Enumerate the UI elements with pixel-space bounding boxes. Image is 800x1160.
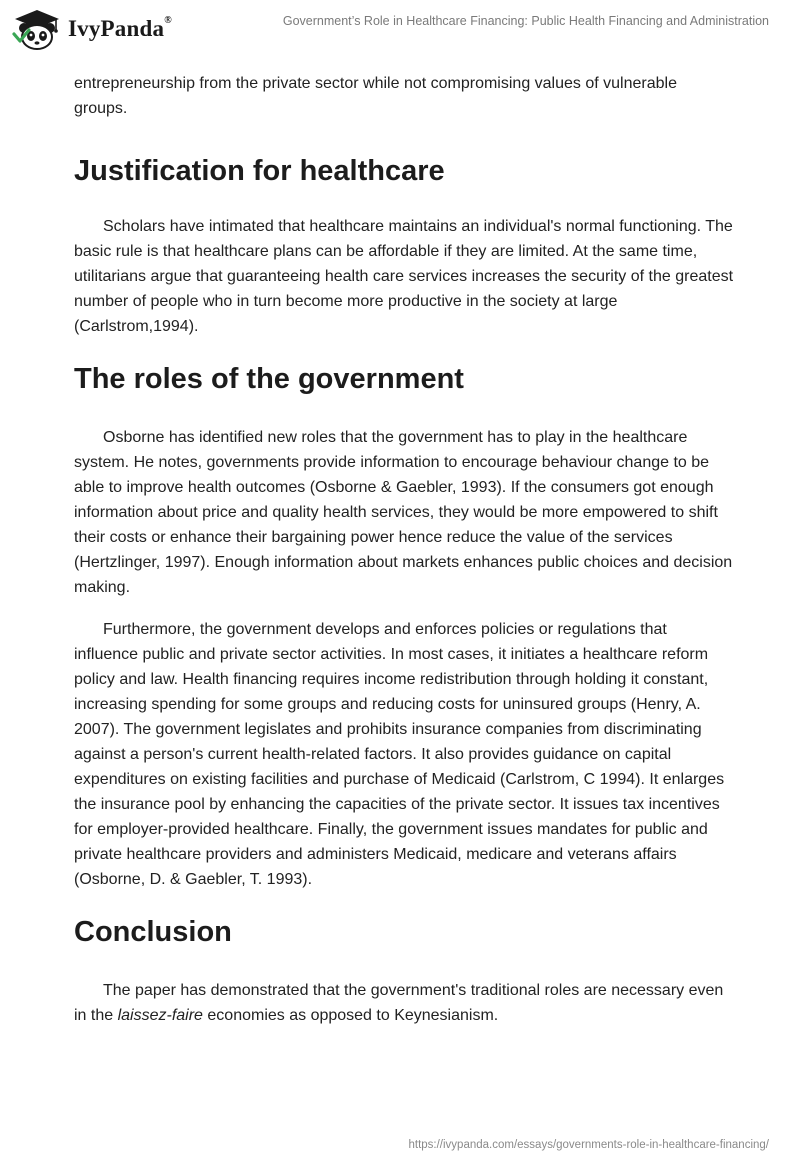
panda-graduate-icon <box>12 8 62 50</box>
registered-mark: ® <box>164 15 172 27</box>
intro-continuation-paragraph: entrepreneurship from the private sector while not compromising values of vulnerable groups. <box>74 75 677 117</box>
italic-term: laissez-faire <box>117 1007 203 1024</box>
brand-name: IvyPanda® <box>68 15 172 41</box>
government-roles-paragraph-1: Osborne has identified new roles that the government has to play in the healthcare system. He notes, governments provide information to encourage behaviour change to be able to improve health outcomes (Osborne & Gaebler, 1993). If the consumers got enough information about price and quality health services, they would be more empowered to shift their costs or enhance their bargaining power hence reduce the value of the services (Hertzlinger, 1997). Enough information about markets enhances public choices and decision making. <box>74 429 733 596</box>
heading-conclusion: Conclusion <box>74 916 232 948</box>
heading-government-roles: The roles of the government <box>74 363 464 395</box>
conclusion-paragraph: The paper has demonstrated that the government's traditional roles are necessary even in the laissez-faire economies as opposed to Keynesianism. <box>74 982 724 1024</box>
ivypanda-logo[interactable] <box>12 8 172 50</box>
justification-paragraph: Scholars have intimated that healthcare maintains an individual's normal functioning. The basic rule is that healthcare plans can be affordable if they are limited. At the same time, utilitarians argue that guaranteeing health care services increases the security of the greatest number of people who in turn become more productive in the society at large (Carlstrom,1994). <box>74 218 734 335</box>
document-title: Government’s Role in Healthcare Financing: Public Health Financing and Administration <box>282 14 769 28</box>
heading-justification: Justification for healthcare <box>74 155 445 187</box>
government-roles-paragraph-2: Furthermore, the government develops and enforces policies or regulations that influence public and private sector activities. In most cases, it initiates a healthcare reform policy and law. Health financing requires income redistribution through holding it constant, increasing spending for some groups and reducing costs for uninsured groups (Henry, A. 2007). The government legislates and prohibits insurance companies from discriminating against a person's current health-related factors. It also provides guidance on capital expenditures on existing facilities and purchase of Medicaid (Carlstrom, C 1994). It enlarges the insurance pool by enhancing the capacities of the private sector. It issues tax incentives for employer-provided healthcare. Finally, the government issues mandates for public and private healthcare providers and administers Medicaid, medicare and veterans affairs (Osborne, D. & Gaebler, T. 1993). <box>74 621 725 888</box>
article-body <box>74 71 734 1028</box>
source-url[interactable]: https://ivypanda.com/essays/governments-role-in-healthcare-financing/ <box>408 1139 769 1151</box>
